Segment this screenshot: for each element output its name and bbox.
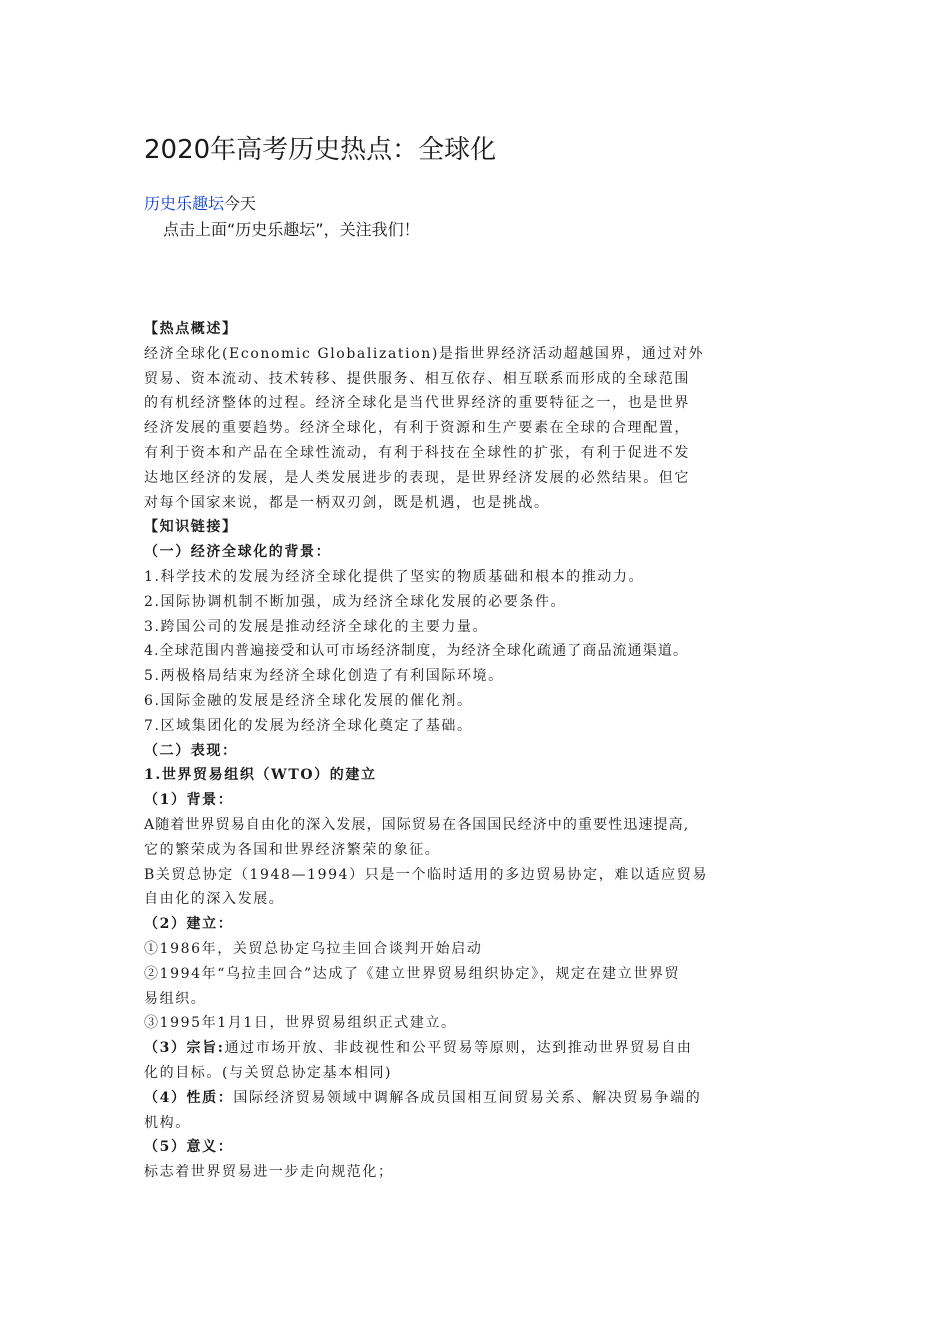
nature-line — [144, 1086, 834, 1111]
overview-heading: 【热点概述】 — [144, 321, 238, 337]
establish-item: ③1995年1月1日，世界贸易组织正式建立。 — [144, 1015, 457, 1032]
purpose-label: （3）宗旨: — [144, 1040, 225, 1057]
establish-item: 易组织。 — [144, 990, 207, 1007]
significance-label: （5）意义： — [144, 1139, 234, 1156]
establish-label: （2）建立： — [144, 916, 234, 933]
overview-line: 对每个国家来说，都是一柄双刃剑，既是机遇，也是挑战。 — [144, 494, 550, 511]
background-item: 3.跨国公司的发展是推动经济全球化的主要力量。 — [144, 618, 489, 635]
author-link[interactable]: 历史乐趣坛 — [144, 194, 225, 213]
wto-background-label: （1）背景： — [144, 792, 234, 809]
purpose-text: 通过市场开放、非歧视性和公平贸易等原则，达到推动世界贸易自由 — [224, 1040, 693, 1057]
performance-heading: （二）表现： — [144, 742, 238, 759]
overview-line: 经济全球化(Economic Globalization)是指世界经济活动超越国界，通过对外 — [144, 345, 705, 362]
wto-heading: 1.世界贸易组织（WTO）的建立 — [144, 767, 377, 784]
article-title: 2020年高考历史热点：全球化 — [144, 135, 497, 165]
background-item: 4.全球范围内普遍接受和认可市场经济制度，为经济全球化疏通了商品流通渠道。 — [144, 643, 689, 660]
purpose-cont: 化的目标。(与关贸总协定基本相同) — [144, 1064, 393, 1081]
nature-label: （4）性质： — [144, 1089, 234, 1106]
background-item: 5.两极格局结束为经济全球化创造了有利国际环境。 — [144, 668, 504, 685]
wto-background-line: B关贸总协定（1948—1994）只是一个临时适用的多边贸易协定，难以适应贸易 — [144, 866, 708, 883]
background-item: 1.科学技术的发展为经济全球化提供了坚实的物质基础和根本的推动力。 — [144, 568, 645, 585]
wto-background-line: 它的繁荣成为各国和世界经济繁荣的象征。 — [144, 841, 441, 858]
nature-cont: 机构。 — [144, 1114, 191, 1131]
follow-notice: 点击上面“历史乐趣坛”，关注我们！ — [163, 220, 420, 239]
significance-item: 标志着世界贸易进一步走向规范化； — [144, 1164, 394, 1181]
background-item: 2.国际协调机制不断加强，成为经济全球化发展的必要条件。 — [144, 593, 567, 610]
wto-background-line: A随着世界贸易自由化的深入发展，国际贸易在各国国民经济中的重要性迅速提高, — [144, 816, 690, 833]
overview-line: 贸易、资本流动、技术转移、提供服务、相互依存、相互联系而形成的全球范围 — [144, 370, 690, 387]
overview-line: 经济发展的重要趋势。经济全球化，有利于资源和生产要素在全球的合理配置， — [144, 420, 690, 437]
knowledge-heading: 【知识链接】 — [144, 519, 238, 536]
nature-text: 国际经济贸易领域中调解各成员国相互间贸易关系、解决贸易争端的 — [233, 1089, 702, 1106]
overview-line: 有利于资本和产品在全球性流动，有利于科技在全球性的扩张，有利于促进不发 — [144, 444, 690, 461]
article-body — [144, 317, 834, 1185]
background-item: 6.国际金融的发展是经济全球化发展的催化剂。 — [144, 692, 473, 709]
overview-line: 的有机经济整体的过程。经济全球化是当代世界经济的重要特征之一，也是世界 — [144, 395, 690, 412]
background-item: 7.区域集团化的发展为经济全球化奠定了基础。 — [144, 717, 473, 734]
publish-date: 今天 — [224, 194, 257, 213]
background-heading: （一）经济全球化的背景： — [144, 544, 332, 561]
purpose-line — [144, 1036, 834, 1061]
establish-item: ②1994年“乌拉圭回合”达成了《建立世界贸易组织协定》，规定在建立世界贸 — [144, 965, 681, 982]
article-meta — [144, 193, 256, 215]
overview-line: 达地区经济的发展，是人类发展进步的表现，是世界经济发展的必然结果。但它 — [144, 469, 690, 486]
wto-background-line: 自由化的深入发展。 — [144, 891, 285, 908]
establish-item: ①1986年，关贸总协定乌拉圭回合谈判开始启动 — [144, 940, 483, 957]
